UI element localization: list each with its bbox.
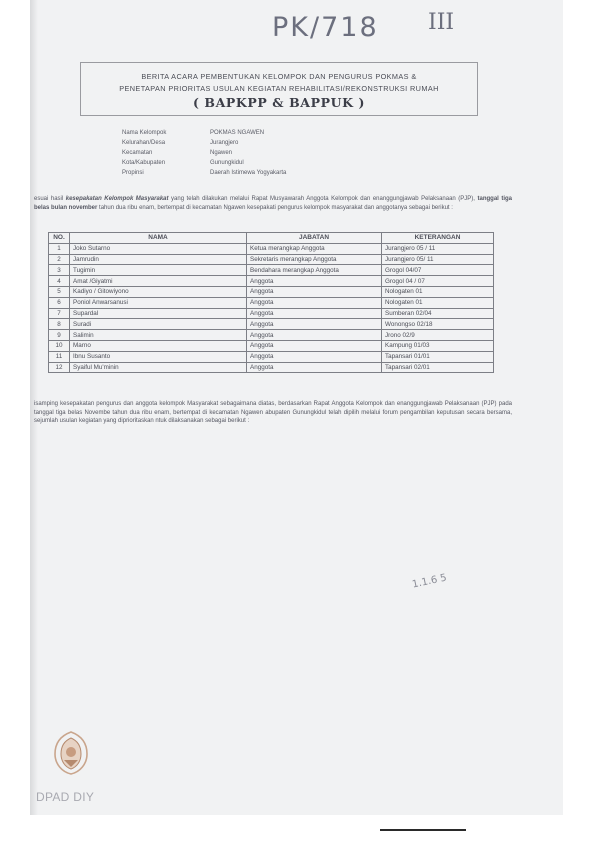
table-row xyxy=(49,286,494,297)
row-no: 2 xyxy=(49,254,70,265)
table-row xyxy=(49,351,494,362)
handwritten-roman-numeral: III xyxy=(428,10,455,35)
row-keterangan: Kampung 01/03 xyxy=(382,340,494,351)
row-no: 9 xyxy=(49,330,70,341)
members-table xyxy=(48,232,494,373)
header-nama: NAMA xyxy=(70,233,247,244)
row-keterangan: Tapansari 02/01 xyxy=(382,362,494,373)
row-keterangan: Wonongso 02/18 xyxy=(382,319,494,330)
title-line-1: BERITA ACARA PEMBENTUKAN KELOMPOK DAN PENGURUS POKMAS & xyxy=(141,72,417,81)
header-keterangan: KETERANGAN xyxy=(382,233,494,244)
info-label: Kecamatan xyxy=(122,150,153,156)
row-keterangan: Grogol 04/07 xyxy=(382,265,494,276)
header-no: NO. xyxy=(49,233,70,244)
table-row xyxy=(49,297,494,308)
row-keterangan: Grogol 04 / 07 xyxy=(382,276,494,287)
row-jabatan: Anggota xyxy=(247,362,382,373)
table-row xyxy=(49,243,494,254)
row-nama: Salimin xyxy=(70,330,247,341)
dpad-diy-watermark: DPAD DIY xyxy=(36,790,95,804)
row-jabatan: Sekretaris merangkap Anggota xyxy=(247,254,382,265)
row-jabatan: Anggota xyxy=(247,276,382,287)
row-jabatan: Anggota xyxy=(247,297,382,308)
dpad-seal-logo xyxy=(52,730,90,776)
row-jabatan: Anggota xyxy=(247,340,382,351)
row-no: 1 xyxy=(49,243,70,254)
row-nama: Joko Sutarno xyxy=(70,243,247,254)
table-row xyxy=(49,330,494,341)
row-no: 3 xyxy=(49,265,70,276)
table-row xyxy=(49,319,494,330)
intro-text: esuai hasil xyxy=(34,196,64,202)
row-nama: Syaiful Mu'minin xyxy=(70,362,247,373)
row-jabatan: Anggota xyxy=(247,308,382,319)
row-nama: Poniol Anwarsanusi xyxy=(70,297,247,308)
row-no: 8 xyxy=(49,319,70,330)
intro-emphasis: kesepakatan Kelompok Masyarakat xyxy=(65,196,169,202)
title-line-3: ( BAPKPP & BAPPUK ) xyxy=(192,95,366,110)
document-title-box xyxy=(80,62,478,116)
row-jabatan: Ketua merangkap Anggota xyxy=(247,243,382,254)
row-jabatan: Anggota xyxy=(247,351,382,362)
intro-text: yang telah dilakukan melalui Rapat Musyawarah Anggota Kelompok dan xyxy=(171,196,371,202)
row-no: 5 xyxy=(49,286,70,297)
row-no: 7 xyxy=(49,308,70,319)
info-value: POKMAS NGAWEN xyxy=(210,130,265,136)
info-label: Kota/Kabupaten xyxy=(122,160,166,166)
row-no: 10 xyxy=(49,340,70,351)
info-label: Kelurahan/Desa xyxy=(122,140,166,146)
handwritten-scribble: 1.1.6 5 xyxy=(411,572,448,591)
closing-paragraph: isamping kesepakatan pengurus dan anggota kelompok Masyarakat sebagaimana diatas, berdasarkan Rapat Anggota Kelompok dan enanggungjawab Pelaksanaan (PJP) pada tanggal tiga belas Novembe tahun dua ribu enam, bertempat di kecamatan Ngawen abupaten Gunungkidul telah dipilih melalui forum pengambilan keputusan secara bersama, sejumlah usulan kegiatan yang diprioritaskan ntuk dilaksanakan sebagai berikut : xyxy=(34,401,512,425)
row-no: 11 xyxy=(49,351,70,362)
row-keterangan: Tapansari 01/01 xyxy=(382,351,494,362)
row-keterangan: Nologaten 01 xyxy=(382,286,494,297)
row-nama: Amat /Giyatmi xyxy=(70,276,247,287)
row-keterangan: Jrono 02/9 xyxy=(382,330,494,341)
info-label: Propinsi xyxy=(122,170,144,176)
table-row xyxy=(49,276,494,287)
row-nama: Marno xyxy=(70,340,247,351)
row-jabatan: Bendahara merangkap Anggota xyxy=(247,265,382,276)
row-keterangan: Jurangjero 05 / 11 xyxy=(382,243,494,254)
info-value: Gunungkidul xyxy=(210,160,244,166)
row-nama: Supardal xyxy=(70,308,247,319)
row-no: 12 xyxy=(49,362,70,373)
handwritten-archive-code: PK/718 xyxy=(272,12,379,43)
info-value: Ngawen xyxy=(210,150,233,156)
intro-text: enanggungjawab Pelaksanaan (PJP), xyxy=(372,196,475,202)
row-no: 4 xyxy=(49,276,70,287)
row-nama: Jamrudin xyxy=(70,254,247,265)
table-header-row xyxy=(49,233,494,244)
info-value: Daerah Istimewa Yogyakarta xyxy=(210,170,287,176)
row-jabatan: Anggota xyxy=(247,319,382,330)
table-row xyxy=(49,265,494,276)
info-label: Nama Kelompok xyxy=(122,130,167,136)
row-keterangan: Nologaten 01 xyxy=(382,297,494,308)
table-row xyxy=(49,254,494,265)
intro-paragraph xyxy=(34,195,512,212)
row-nama: Kadiyo / Gitowiyono xyxy=(70,286,247,297)
bottom-rule xyxy=(380,829,466,831)
table-row xyxy=(49,308,494,319)
intro-text: tahun dua ribu enam, bertempat di kecamatan Ngawen xyxy=(99,204,246,211)
table-row xyxy=(49,362,494,373)
row-keterangan: Jurangjero 05/ 11 xyxy=(382,254,494,265)
title-line-2: PENETAPAN PRIORITAS USULAN KEGIATAN REHABILITASI/REKONSTRUKSI RUMAH xyxy=(119,84,439,93)
intro-text: kesepakati pengurus kelompok masyarakat dan anggotanya sebagai berikut : xyxy=(247,204,453,211)
table-row xyxy=(49,340,494,351)
row-nama: Ibnu Susanto xyxy=(70,351,247,362)
info-value: Jurangjero xyxy=(210,140,239,146)
row-nama: Tugimin xyxy=(70,265,247,276)
row-nama: Suradi xyxy=(70,319,247,330)
header-jabatan: JABATAN xyxy=(247,233,382,244)
row-jabatan: Anggota xyxy=(247,330,382,341)
intro-date: tanggal tiga belas bulan november xyxy=(34,196,513,211)
row-jabatan: Anggota xyxy=(247,286,382,297)
row-no: 6 xyxy=(49,297,70,308)
row-keterangan: Sumberan 02/04 xyxy=(382,308,494,319)
